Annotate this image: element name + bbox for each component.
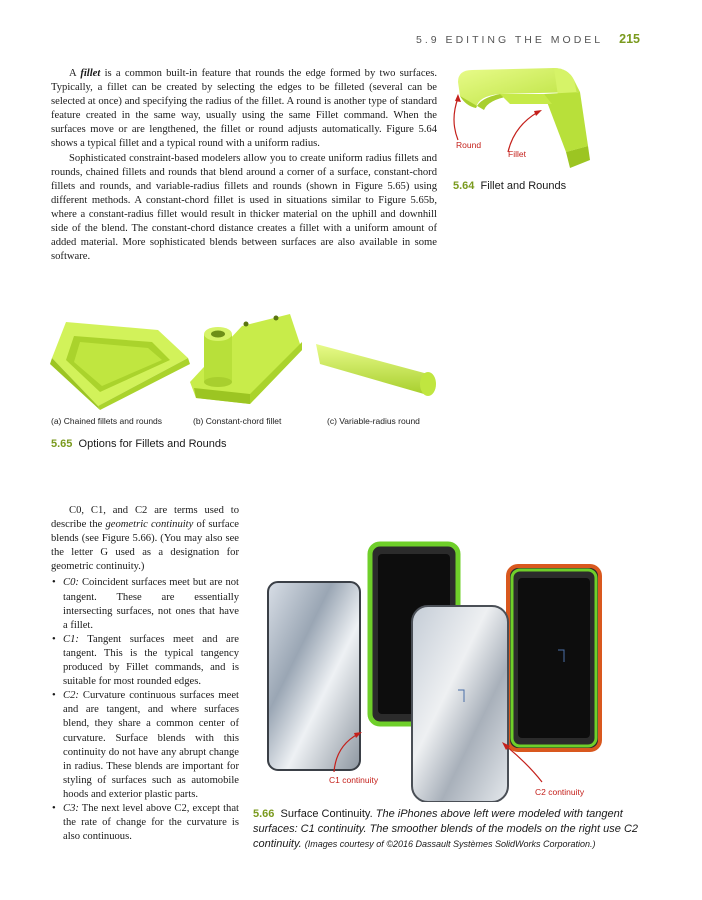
fig-5-64-caption: 5.64 Fillet and Rounds — [453, 180, 567, 192]
fillet-term: fillet — [80, 68, 101, 79]
fig-5-66-image — [262, 538, 640, 802]
intro-text — [51, 67, 437, 264]
fig-5-65b-label: (b) Constant-chord fillet — [193, 416, 282, 426]
intro-paragraph-1: A fillet is a common built-in feature that rounds the edge formed by two surfaces. Typically, a fillet can be created by selecting the edges to be filleted (several can be selected at once) and specifying the radius of the fillet. A round is another type of standard feature created in the same way, usually using the same Fillet command. When the surfaces move or are lengthened, the fillet or round adjusts automatically. Figure 5.64 shows a typical fillet and a typical round with a uniform radius. — [51, 68, 437, 150]
round-label: Round — [456, 140, 482, 150]
running-header — [416, 32, 640, 46]
fig-5-65a-image — [48, 318, 198, 410]
intro-paragraph-2: Sophisticated constraint-based modelers allow you to create uniform radius fillets and rounds, chained fillets and rounds that blend around a corner of a surface, constant-chord fillets and rounds, and variable-radius fillets and rounds (shown in Figure 5.65) using different methods. A constant-chord fillet is used in situations similar to Figure 5.65b, where a constant-radius fillet would result in thicker material on the uphill and downhill side of the blend. The constant-chord distance creates a fillet with a uniform amount of added material. More sophisticated blends between surfaces are also available in some software. — [51, 152, 437, 263]
list-item-c0: • C0: Coincident surfaces meet but are not tangent. These are essentially intersecting surfaces, not ones that have a fillet. — [51, 576, 239, 632]
continuity-list — [51, 576, 239, 844]
fillet-label: Fillet — [508, 149, 526, 159]
fig-5-65a-label: (a) Chained fillets and rounds — [51, 416, 163, 426]
section-title: 5.9 EDITING THE MODEL — [416, 34, 604, 46]
continuity-text — [51, 504, 239, 844]
list-item-c3: • C3: The next level above C2, except that the rate of change for the curvature is also continuous. — [51, 802, 239, 844]
list-item-c1: • C1: Tangent surfaces meet and are tangent. This is the typical tangency produced by Fillet commands, and is suitable for most rounded edges. — [51, 633, 239, 689]
c1-continuity-label: C1 continuity — [329, 775, 379, 785]
continuity-intro: C0, C1, and C2 are terms used to describe the geometric continuity of surface blends (see Figure 5.66). (You may also see the letter G used as a designation for geometric continuity.) — [51, 505, 239, 573]
c2-continuity-label: C2 continuity — [535, 787, 585, 797]
fig-5-66-caption: 5.66 Surface Continuity. The iPhones above left were modeled with tangent surfaces: C1 continuity. The smoother blends of the models on the right use C2 continuity. (Images courtesy of ©2016 Dassault Systèmes SolidWorks Corporation.) — [253, 808, 638, 850]
geometric-continuity-term: geometric continuity — [105, 519, 194, 531]
fig-5-65c-image — [312, 334, 442, 404]
page-number: 215 — [619, 32, 640, 46]
fig-5-65b-image — [180, 306, 310, 406]
list-item-c2: • C2: Curvature continuous surfaces meet and are tangent, and where surfaces blend, they share a common center of curvature. Surface blends with this continuity do not have any abrupt change in radius. These blends are important for styling of surfaces such as automobile hoods and exterior plastic parts. — [51, 689, 239, 802]
fig-5-65-caption: 5.65 Options for Fillets and Rounds — [51, 438, 227, 450]
fig-5-64-image — [448, 60, 608, 180]
fig-5-65c-label: (c) Variable-radius round — [327, 416, 420, 426]
